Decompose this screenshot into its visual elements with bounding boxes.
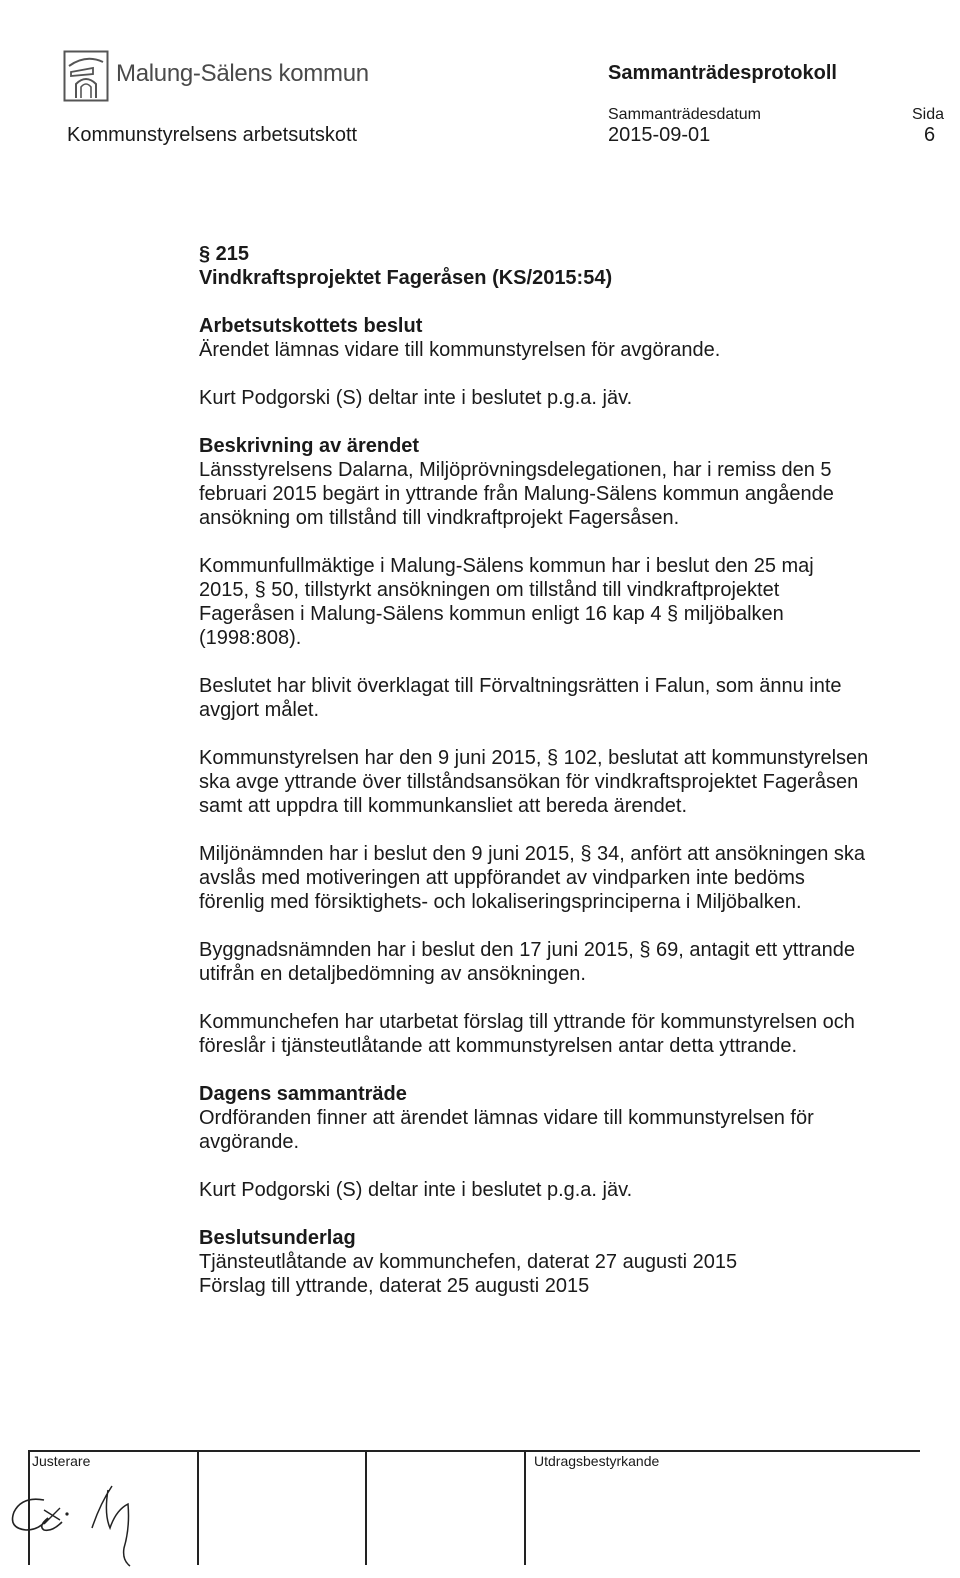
description-heading: Beskrivning av ärendet xyxy=(199,435,420,457)
adjuster-label: Justerare xyxy=(32,1453,91,1469)
basis-item: Förslag till yttrande, daterat 25 augusti 2015 xyxy=(199,1275,590,1297)
footer-column-divider xyxy=(197,1450,199,1565)
municipality-logo-icon xyxy=(63,50,109,102)
meeting-heading: Dagens sammanträde xyxy=(199,1083,407,1105)
description-paragraph-1: Länsstyrelsens Dalarna, Miljöprövningsdelegationen, har i remiss den 5 februari 2015 begärt in yttrande från Malung-Sälens kommun angående ansökning om tillstånd till vindkraftprojekt Fagersåsen. xyxy=(199,459,834,529)
date-label: Sammanträdesdatum xyxy=(608,106,761,123)
certifier-label: Utdragsbestyrkande xyxy=(534,1453,660,1469)
description-paragraph-2: Kommunfullmäktige i Malung-Sälens kommun har i beslut den 25 maj 2015, § 50, tillstyrkt ansökningen om tillstånd till vindkraftprojektet Fageråsen i Malung-Sälens kommun enligt 16 kap 4 § miljöbalken (1998:808). xyxy=(199,555,814,649)
description-paragraph-5: Miljönämnden har i beslut den 9 juni 2015, § 34, anfört att ansökningen ska avslås med motiveringen att uppförandet av vindparken inte bedöms förenlig med försiktighets- och lokaliseringsprinciperna i Miljöbalken. xyxy=(199,843,865,913)
meeting-note: Kurt Podgorski (S) deltar inte i beslutet p.g.a. jäv. xyxy=(199,1179,633,1201)
basis-item: Tjänsteutlåtande av kommunchefen, daterat 27 augusti 2015 xyxy=(199,1251,738,1273)
decision-heading: Arbetsutskottets beslut xyxy=(199,315,423,337)
document-body xyxy=(199,242,919,1298)
document-type: Sammanträdesprotokoll xyxy=(608,62,837,84)
description-paragraph-3: Beslutet har blivit överklagat till Förvaltningsrätten i Falun, som ännu inte avgjort målet. xyxy=(199,675,842,721)
page-label: Sida xyxy=(912,106,945,123)
meeting-text: Ordföranden finner att ärendet lämnas vidare till kommunstyrelsen för avgörande. xyxy=(199,1107,814,1153)
description-paragraph-7: Kommunchefen har utarbetat förslag till yttrande för kommunstyrelsen och föreslår i tjänsteutlåtande att kommunstyrelsen antar detta yttrande. xyxy=(199,1011,855,1057)
section-title: Vindkraftsprojektet Fageråsen (KS/2015:54) xyxy=(199,267,613,289)
handwritten-signature-icon xyxy=(4,1478,164,1568)
basis-heading: Beslutsunderlag xyxy=(199,1227,356,1249)
page-number: 6 xyxy=(924,124,936,146)
meeting-date: 2015-09-01 xyxy=(608,124,711,146)
description-paragraph-4: Kommunstyrelsen har den 9 juni 2015, § 102, beslutat att kommunstyrelsen ska avge yttrande över tillståndsansökan för vindkraftsprojektet Fageråsen samt att uppdra till kommunkansliet att bereda ärendet. xyxy=(199,747,869,817)
description-paragraph-6: Byggnadsnämnden har i beslut den 17 juni 2015, § 69, antagit ett yttrande utifrån en detaljbedömning av ansökningen. xyxy=(199,939,856,985)
footer-column-divider xyxy=(524,1450,526,1565)
org-name: Malung-Sälens kommun xyxy=(116,60,369,87)
section-number: § 215 xyxy=(199,243,250,265)
footer-column-divider xyxy=(365,1450,367,1565)
department: Kommunstyrelsens arbetsutskott xyxy=(67,124,358,146)
footer-divider xyxy=(28,1450,920,1452)
decision-text: Ärendet lämnas vidare till kommunstyrelsen för avgörande. xyxy=(199,339,721,361)
decision-note: Kurt Podgorski (S) deltar inte i beslutet p.g.a. jäv. xyxy=(199,387,633,409)
